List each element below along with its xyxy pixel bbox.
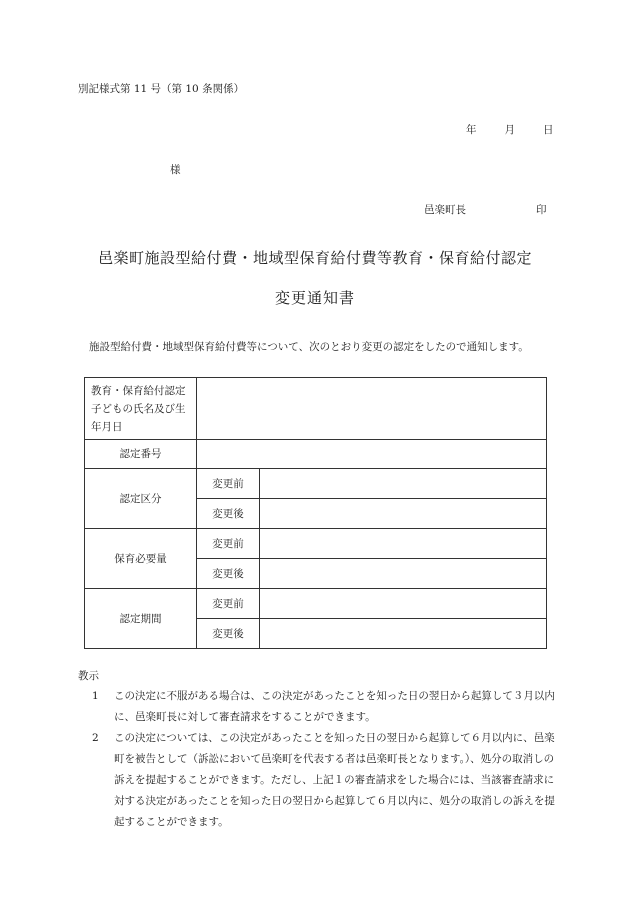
notice-item-text: この決定に不服がある場合は、この決定があったことを知った日の翌日から起算して３月以内に、邑楽町長に対して審査請求をすることができます。 <box>114 690 555 723</box>
child-info-label: 教育・保育給付認定子どもの氏名及び生年月日 <box>85 378 197 440</box>
after-label: 変更後 <box>197 619 260 649</box>
before-label: 変更前 <box>197 589 260 619</box>
addressee-suffix: 様 <box>170 164 181 176</box>
after-label: 変更後 <box>197 559 260 589</box>
issuer-name: 邑楽町長 <box>424 204 466 216</box>
cert-category-after-value <box>260 499 547 529</box>
cert-number-label: 認定番号 <box>85 440 197 469</box>
document-title: 邑楽町施設型給付費・地域型保育給付費等教育・保育給付認定 <box>97 249 532 267</box>
before-label: 変更前 <box>197 469 260 499</box>
date-line <box>466 122 554 137</box>
before-label: 変更前 <box>197 529 260 559</box>
notice-item <box>92 728 555 833</box>
care-amount-label: 保育必要量 <box>85 529 197 589</box>
notice-item <box>92 686 555 728</box>
table-row <box>85 440 547 469</box>
table-row <box>85 378 547 440</box>
table-row <box>85 529 547 559</box>
care-amount-after-value <box>260 559 547 589</box>
form-number: 別記様式第 11 号（第 10 条関係） <box>78 83 245 95</box>
document-subtitle: 変更通知書 <box>274 289 355 307</box>
intro-paragraph: 施設型給付費・地域型保育給付費等について、次のとおり変更の認定をしたので通知します。 <box>89 341 529 353</box>
certification-table <box>84 377 547 649</box>
notice-item-number: 2 <box>92 732 99 744</box>
cert-period-after-value <box>260 619 547 649</box>
cert-period-label: 認定期間 <box>85 589 197 649</box>
notice-item-text: この決定については、この決定があったことを知った日の翌日から起算して６月以内に、邑楽町を被告として（訴訟において邑楽町を代表する者は邑楽町長となります。）、処分の取消しの訴えを提起することができます。ただし、上記１の審査請求をした場合には、当該審査請求に対する決定があったことを知った日の翌日から起算して６月以内に、処分の取消しの訴えを提起することができます。 <box>114 732 555 828</box>
notice-item-number: 1 <box>92 690 99 702</box>
after-label: 変更後 <box>197 499 260 529</box>
issuer-line <box>424 202 547 217</box>
date-year-label: 年 <box>466 124 477 136</box>
date-month-label: 月 <box>504 124 515 136</box>
care-amount-before-value <box>260 529 547 559</box>
cert-category-before-value <box>260 469 547 499</box>
child-info-value <box>197 378 547 440</box>
table-row <box>85 589 547 619</box>
seal-mark: 印 <box>536 204 547 216</box>
date-day-label: 日 <box>543 124 554 136</box>
table-row <box>85 469 547 499</box>
cert-number-value <box>197 440 547 469</box>
notice-heading: 教示 <box>78 670 99 682</box>
cert-period-before-value <box>260 589 547 619</box>
cert-category-label: 認定区分 <box>85 469 197 529</box>
